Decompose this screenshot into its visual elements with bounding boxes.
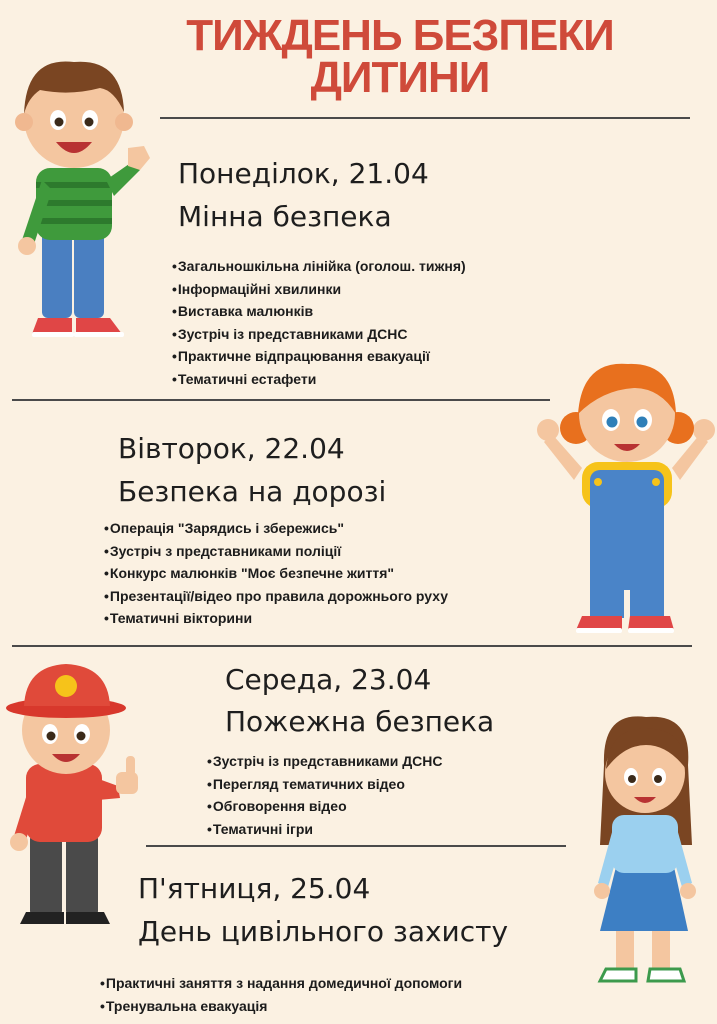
day-monday-date: Понеділок, 21.04 bbox=[178, 157, 429, 190]
list-item: • Перегляд тематичних відео bbox=[207, 773, 443, 796]
day-tuesday-date: Вівторок, 22.04 bbox=[118, 432, 345, 465]
day-wednesday-date: Середа, 23.04 bbox=[225, 663, 432, 696]
day-friday-list bbox=[100, 972, 462, 1017]
firefighter-boy-icon bbox=[8, 660, 148, 928]
list-item: • Інформаційні хвилинки bbox=[172, 278, 466, 301]
list-item: • Зустріч з представниками поліції bbox=[104, 540, 448, 563]
day-wednesday-topic: Пожежна безпека bbox=[225, 705, 495, 738]
list-item: • Тематичні вікторини bbox=[104, 607, 448, 630]
list-item: • Практичне відпрацювання евакуації bbox=[172, 345, 466, 368]
girl-dress-icon bbox=[588, 715, 703, 993]
divider-tuesday bbox=[12, 645, 692, 647]
list-item: • Виставка малюнків bbox=[172, 300, 466, 323]
list-item: • Загальношкільна лінійка (оголош. тижня) bbox=[172, 255, 466, 278]
list-item: • Зустріч із представниками ДСНС bbox=[172, 323, 466, 346]
divider-top bbox=[160, 117, 690, 119]
list-item: • Тематичні естафети bbox=[172, 368, 466, 391]
list-item: • Тематичні ігри bbox=[207, 818, 443, 841]
list-item: • Операція "Зарядись і збережись" bbox=[104, 517, 448, 540]
list-item: • Конкурс малюнків "Моє безпечне життя" bbox=[104, 562, 448, 585]
day-tuesday-topic: Безпека на дорозі bbox=[118, 475, 387, 508]
list-item: • Презентації/відео про правила дорожнього руху bbox=[104, 585, 448, 608]
divider-monday bbox=[12, 399, 550, 401]
divider-wednesday bbox=[146, 845, 566, 847]
boy-waving-icon bbox=[10, 50, 155, 345]
day-monday-list bbox=[172, 255, 466, 390]
day-monday-topic: Мінна безпека bbox=[178, 200, 392, 233]
day-friday-topic: День цивільного захисту bbox=[138, 915, 509, 948]
poster-title-line-2: ДИТИНИ bbox=[310, 53, 490, 102]
list-item: • Практичні заняття з надання домедичної допомоги bbox=[100, 972, 462, 995]
list-item: • Зустріч із представниками ДСНС bbox=[207, 750, 443, 773]
day-wednesday-list bbox=[207, 750, 443, 840]
list-item: • Тренувальна евакуація bbox=[100, 995, 462, 1018]
day-friday-date: П'ятниця, 25.04 bbox=[138, 872, 371, 905]
list-item: • Обговорення відео bbox=[207, 795, 443, 818]
poster-title-line-1: ТИЖДЕНЬ БЕЗПЕКИ bbox=[186, 11, 614, 60]
girl-overalls-icon bbox=[538, 358, 716, 638]
day-tuesday-list bbox=[104, 517, 448, 630]
